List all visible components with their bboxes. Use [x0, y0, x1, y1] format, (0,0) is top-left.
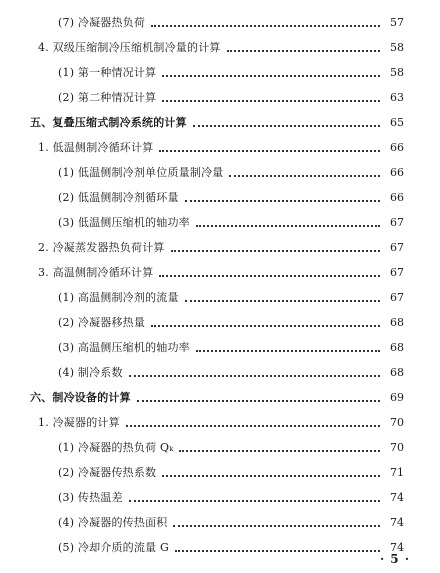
toc-entry-label: 2. 冷凝蒸发器热负荷计算 — [38, 241, 165, 254]
toc-entry-label: (1) 第一种情况计算 — [58, 66, 157, 79]
dot-leader — [171, 250, 380, 252]
toc-entry-label: (2) 第二种情况计算 — [58, 91, 157, 104]
toc-entry — [58, 60, 404, 80]
toc-entry-label: (1) 低温侧制冷剂单位质量制冷量 — [58, 166, 224, 179]
toc-entry-label: 3. 高温侧制冷循环计算 — [38, 266, 154, 279]
toc-entry-page: 63 — [390, 91, 404, 104]
dot-leader — [126, 425, 380, 427]
toc-entry-page: 57 — [390, 16, 404, 29]
toc-entry-page: 66 — [390, 141, 404, 154]
toc-entry-page: 67 — [390, 241, 404, 254]
toc-entry-label: 1. 低温侧制冷循环计算 — [38, 141, 154, 154]
toc-entry — [58, 10, 404, 30]
toc-entry-label: (4) 制冷系数 — [58, 366, 123, 379]
toc-entry-page: 70 — [390, 416, 404, 429]
toc-entry — [38, 35, 404, 55]
toc-entry-label: 4. 双级压缩制冷压缩机制冷量的计算 — [38, 41, 221, 54]
toc-entry-label: (2) 冷凝器传热系数 — [58, 466, 157, 479]
toc-entry — [58, 485, 404, 505]
dot-leader — [179, 450, 380, 452]
toc-entry-page: 74 — [390, 491, 404, 504]
toc-entry-page: 58 — [390, 66, 404, 79]
toc-entry — [58, 335, 404, 355]
dot-leader — [175, 550, 380, 552]
toc-entry — [58, 310, 404, 330]
dot-leader — [129, 500, 380, 502]
toc-entry — [58, 360, 404, 380]
toc-entry-page: 68 — [390, 366, 404, 379]
toc-entry-page: 74 — [390, 541, 404, 554]
toc-entry-page: 68 — [390, 341, 404, 354]
toc-entry-label: 六、制冷设备的计算 — [30, 391, 131, 404]
toc-entry-page: 74 — [390, 516, 404, 529]
toc-entry-page: 71 — [390, 466, 404, 479]
dot-leader — [151, 325, 380, 327]
toc-entry-label: (2) 低温侧制冷剂循环量 — [58, 191, 179, 204]
toc-entry-page: 66 — [390, 166, 404, 179]
dot-leader — [151, 25, 380, 27]
toc-entry-page: 67 — [390, 216, 404, 229]
toc-entry-label: (1) 高温侧制冷剂的流量 — [58, 291, 179, 304]
dot-leader — [227, 50, 380, 52]
toc-entry — [58, 160, 404, 180]
toc-entry — [58, 85, 404, 105]
dot-leader — [173, 525, 380, 527]
toc-entry-page: 67 — [390, 291, 404, 304]
toc-entry — [58, 210, 404, 230]
dot-leader — [162, 475, 380, 477]
toc-entry-page: 69 — [390, 391, 404, 404]
toc-entry-label: 五、复叠压缩式制冷系统的计算 — [30, 116, 187, 129]
toc-entry-label: (5) 冷却介质的流量 G — [58, 541, 169, 554]
toc-entry-label: (2) 冷凝器移热量 — [58, 316, 146, 329]
toc-entry — [58, 435, 404, 455]
toc-entry-label: (3) 高温侧压缩机的轴功率 — [58, 341, 190, 354]
toc-entry-page: 58 — [390, 41, 404, 54]
dot-leader — [196, 225, 380, 227]
toc-entry-page: 68 — [390, 316, 404, 329]
dot-leader — [185, 300, 380, 302]
dot-leader — [129, 375, 380, 377]
toc-entry-page: 65 — [390, 116, 404, 129]
toc-entry — [38, 260, 404, 280]
toc-entry — [58, 535, 404, 555]
toc-entry-label: (4) 冷凝器的传热面积 — [58, 516, 168, 529]
page-number: · 5 · — [379, 552, 410, 566]
dot-leader — [229, 175, 380, 177]
toc-entry — [38, 235, 404, 255]
dot-leader — [196, 350, 380, 352]
toc-entry — [58, 460, 404, 480]
toc-entry-label: (3) 低温侧压缩机的轴功率 — [58, 216, 190, 229]
toc-entry — [38, 410, 404, 430]
toc-entry-label: (7) 冷凝器热负荷 — [58, 16, 146, 29]
dot-leader — [159, 150, 380, 152]
toc-entry — [58, 510, 404, 530]
dot-leader — [162, 100, 380, 102]
toc-entry-page: 70 — [390, 441, 404, 454]
toc-entry — [58, 285, 404, 305]
toc-entry — [30, 385, 404, 405]
toc-entry-label: (3) 传热温差 — [58, 491, 123, 504]
dot-leader — [137, 400, 380, 402]
dot-leader — [159, 275, 380, 277]
toc-entry — [58, 185, 404, 205]
toc-entry — [38, 135, 404, 155]
toc-entry-page: 66 — [390, 191, 404, 204]
dot-leader — [162, 75, 380, 77]
toc-entry-page: 67 — [390, 266, 404, 279]
toc-entry-label: (1) 冷凝器的热负荷 Qₖ — [58, 441, 174, 454]
dot-leader — [193, 125, 380, 127]
toc-entry-label: 1. 冷凝器的计算 — [38, 416, 120, 429]
dot-leader — [185, 200, 380, 202]
toc-entry — [30, 110, 404, 130]
